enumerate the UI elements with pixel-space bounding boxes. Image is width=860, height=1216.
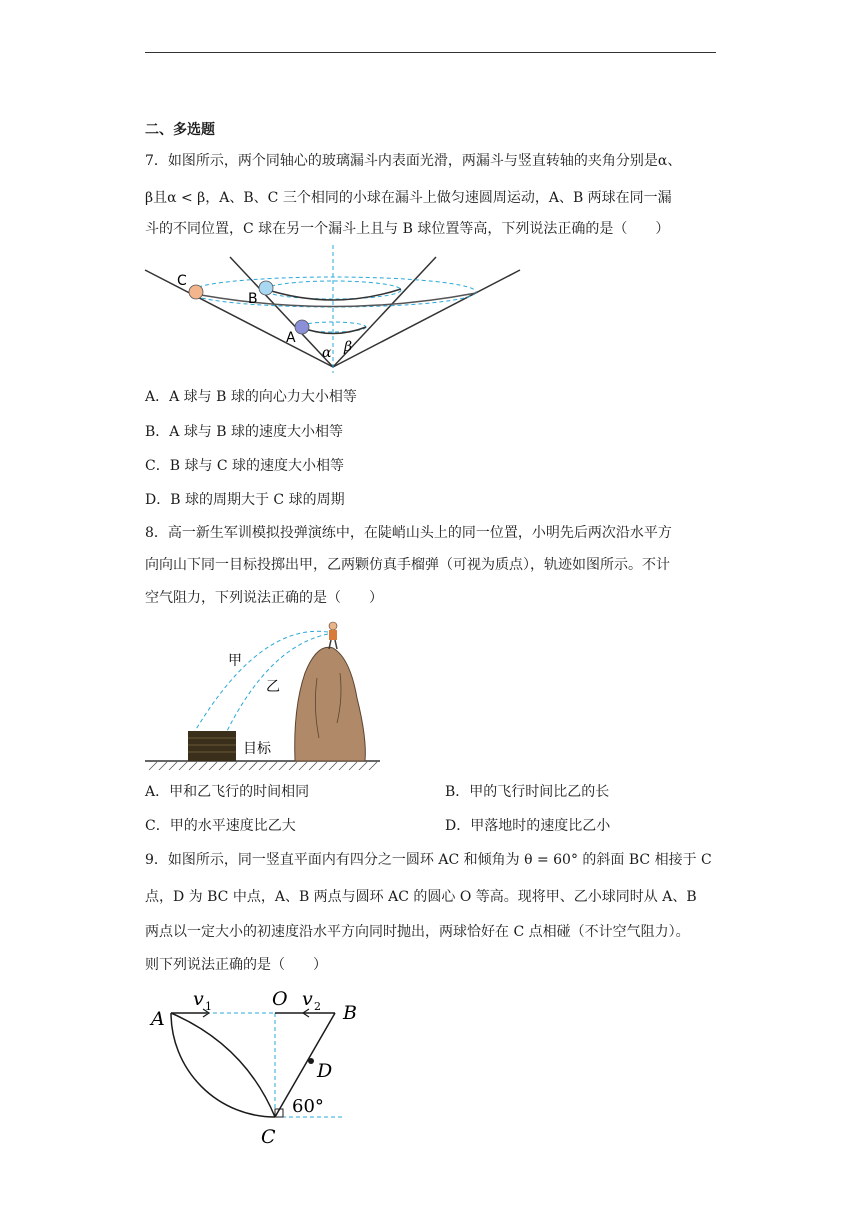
label-b: B	[248, 291, 258, 307]
label-o: O	[272, 988, 288, 1010]
label-a: A	[286, 330, 296, 346]
label-jia: 甲	[228, 653, 242, 669]
target-brick	[188, 731, 236, 761]
q9-line-2: 点，D 为 BC 中点，A、B 两点与圆环 AC 的圆心 O 等高。现将甲、乙小球同时从 A、B	[145, 889, 697, 905]
ball-b	[259, 281, 273, 295]
label-target: 目标	[243, 741, 271, 757]
q9-arc-figure	[145, 985, 365, 1150]
label-yi: 乙	[266, 679, 280, 695]
q7-line-1: 7．如图所示，两个同轴心的玻璃漏斗内表面光滑，两漏斗与竖直转轴的夹角分别是α、	[145, 153, 682, 169]
label-v2: v	[302, 988, 313, 1010]
q8-option-c: C．甲的水平速度比乙大	[145, 818, 296, 834]
label-angle: 60°	[292, 1096, 324, 1117]
q7-option-b: B．A 球与 B 球的速度大小相等	[145, 424, 344, 440]
ball-c	[189, 285, 203, 299]
q7-funnel-figure	[140, 245, 530, 375]
label-alpha: α	[322, 345, 332, 361]
q8-line-3: 空气阻力，下列说法正确的是（ ）	[145, 590, 383, 606]
label-v1-sub: 1	[205, 1000, 212, 1013]
label-a: A	[151, 1008, 165, 1030]
q7-option-c: C．B 球与 C 球的速度大小相等	[145, 458, 345, 474]
q9-line-1: 9．如图所示，同一竖直平面内有四分之一圆环 AC 和倾角为 θ = 60° 的斜面 BC 相接于 C	[145, 852, 712, 868]
cliff	[295, 647, 366, 761]
q9-line-4: 则下列说法正确的是（ ）	[145, 957, 327, 973]
q8-line-2: 向向山下同一目标投掷出甲，乙两颗仿真手榴弹（可视为质点），轨迹如图所示。不计	[145, 557, 670, 573]
label-v1: v	[193, 988, 204, 1010]
q9-line-3: 两点以一定大小的初速度沿水平方向同时抛出，两球恰好在 C 点相碰（不计空气阻力）。	[145, 924, 690, 940]
label-c: C	[177, 273, 187, 289]
label-c: C	[261, 1126, 276, 1148]
q8-option-d: D．甲落地时的速度比乙小	[445, 818, 611, 834]
q8-option-a: A．甲和乙飞行的时间相同	[145, 784, 310, 800]
label-v2-sub: 2	[314, 1000, 321, 1013]
q7-option-d: D．B 球的周期大于 C 球的周期	[145, 492, 345, 508]
label-beta: β	[344, 339, 353, 355]
q7-line-3: 斗的不同位置，C 球在另一个漏斗上且与 B 球位置等高，下列说法正确的是（ ）	[145, 221, 670, 237]
ball-a	[295, 320, 309, 334]
label-d: D	[317, 1060, 333, 1082]
label-b: B	[343, 1002, 357, 1024]
header-rule	[145, 52, 716, 53]
q8-line-1: 8．高一新生军训模拟投弹演练中，在陡峭山头上的同一位置，小明先后两次沿水平方	[145, 525, 672, 541]
q8-option-b: B．甲的飞行时间比乙的长	[445, 784, 610, 800]
section-title: 二、多选题	[145, 122, 215, 138]
q8-throw-figure	[145, 618, 385, 776]
q7-option-a: A．A 球与 B 球的向心力大小相等	[145, 389, 357, 405]
q7-line-2: β且α < β，A、B、C 三个相同的小球在漏斗上做匀速圆周运动，A、B 两球在同一漏	[145, 190, 672, 206]
